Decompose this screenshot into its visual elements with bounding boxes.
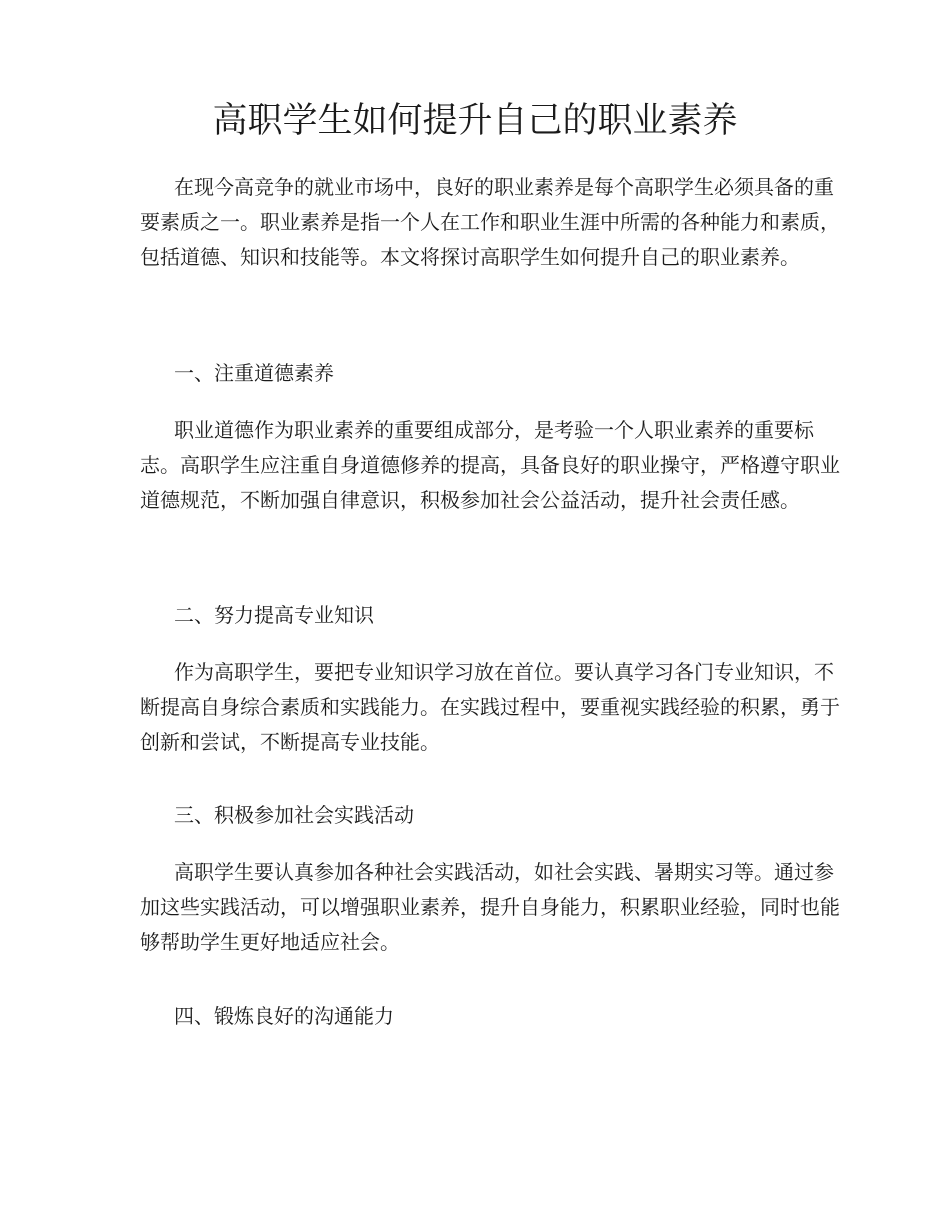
section-body-2: 作为高职学生，要把专业知识学习放在首位。要认真学习各门专业知识，不断提高自身综合素质和实践能力。在实践过程中，要重视实践经验的积累，勇于创新和尝试，不断提高专业技能。 — [140, 660, 840, 754]
document-title: 高职学生如何提升自己的职业素养 — [212, 101, 738, 141]
section-heading-3: 三、积极参加社会实践活动 — [174, 803, 414, 827]
intro-paragraph: 在现今高竞争的就业市场中，良好的职业素养是每个高职学生必须具备的重要素质之一。职业素养是指一个人在工作和职业生涯中所需的各种能力和素质，包括道德、知识和技能等。本文将探讨高职学生如何提升自己的职业素养。 — [140, 175, 840, 269]
section-heading-4: 四、锻炼良好的沟通能力 — [174, 1004, 394, 1028]
section-body-3: 高职学生要认真参加各种社会实践活动，如社会实践、暑期实习等。通过参加这些实践活动，可以增强职业素养，提升自身能力，积累职业经验，同时也能够帮助学生更好地适应社会。 — [140, 860, 840, 954]
section-heading-1: 一、注重道德素养 — [174, 361, 334, 385]
section-body-1: 职业道德作为职业素养的重要组成部分，是考验一个人职业素养的重要标志。高职学生应注重自身道德修养的提高，具备良好的职业操守，严格遵守职业道德规范，不断加强自律意识，积极参加社会公益活动，提升社会责任感。 — [140, 418, 840, 512]
section-heading-2: 二、努力提高专业知识 — [174, 603, 374, 627]
